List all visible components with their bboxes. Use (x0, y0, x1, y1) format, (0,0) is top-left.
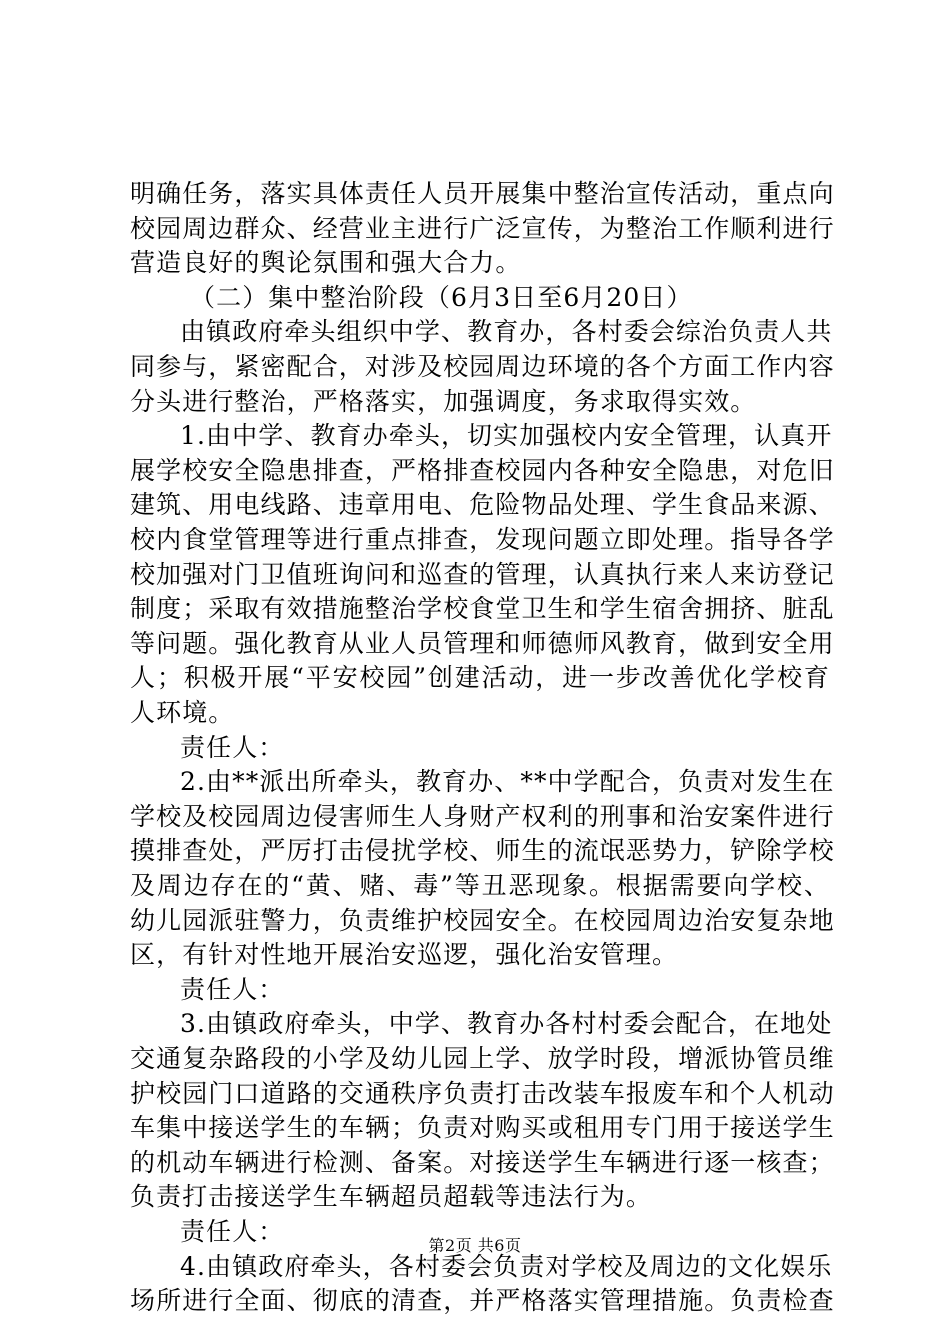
text-line: 由镇政府牵头组织中学、教育办，各村委会综治负责人共 (180, 317, 833, 347)
text-line: 3.由镇政府牵头，中学、教育办各村村委会配合，在地处 (180, 1009, 833, 1039)
text-line: 人；积极开展“平安校园”创建活动，进一步改善优化学校育 (130, 663, 830, 693)
text-line: 车集中接送学生的车辆；负责对购买或租用专门用于接送学生 (130, 1113, 835, 1143)
text-line: 展学校安全隐患排查，严格排查校园内各种安全隐患，对危旧 (130, 455, 835, 485)
text-line: 的机动车辆进行检测、备案。对接送学生车辆进行逐一核查； (130, 1147, 835, 1177)
responsible-person-label: 责任人： (180, 732, 285, 762)
text-line: 建筑、用电线路、违章用电、危险物品处理、学生食品来源、 (130, 490, 835, 520)
text-line: 校内食堂管理等进行重点排查，发现问题立即处理。指导各学 (130, 525, 835, 554)
text-line: 区，有针对性地开展治安巡逻，强化治安管理。 (130, 940, 679, 970)
responsible-person-label: 责任人： (180, 974, 285, 1004)
text-line: 校园周边群众、经营业主进行广泛宣传，为整治工作顺利进行 (130, 213, 835, 243)
text-line: 摸排查处，严厉打击侵扰学校、师生的流氓恶势力，铲除学校 (130, 836, 835, 866)
text-line: 2.由**派出所牵头，教育办、**中学配合，负责对发生在 (180, 767, 835, 797)
text-line: 营造良好的舆论氛围和强大合力。 (130, 248, 522, 278)
text-line: 校加强对门卫值班询问和巡查的管理，认真执行来人来访登记 (130, 559, 835, 589)
text-line: 及周边存在的“黄、赌、毒”等丑恶现象。根据需要向学校、 (130, 871, 830, 900)
text-line: 明确任务，落实具体责任人员开展集中整治宣传活动，重点向 (130, 179, 835, 208)
text-line: 1.由中学、教育办牵头，切实加强校内安全管理，认真开 (180, 421, 833, 451)
page-number-footer: 第2页 共6页 (428, 1236, 522, 1255)
text-line: 人环境。 (130, 698, 235, 727)
text-line: 分头进行整治，严格落实，加强调度，务求取得实效。 (130, 386, 757, 416)
text-line: 负责打击接送学生车辆超员超载等违法行为。 (130, 1182, 653, 1212)
responsible-person-label: 责任人： (180, 1217, 285, 1246)
text-line: 制度；采取有效措施整治学校食堂卫生和学生宿舍拥挤、脏乱 (130, 594, 835, 624)
text-line: 幼儿园派驻警力，负责维护校园安全。在校园周边治安复杂地 (130, 905, 835, 935)
text-line: 等问题。强化教育从业人员管理和师德师风教育，做到安全用 (130, 628, 835, 658)
text-line: 学校及校园周边侵害师生人身财产权利的刑事和治安案件进行 (130, 801, 835, 831)
text-line: 交通复杂路段的小学及幼儿园上学、放学时段，增派协管员维 (130, 1044, 835, 1073)
text-line: 4.由镇政府牵头，各村委会负责对学校及周边的文化娱乐 (180, 1251, 833, 1281)
section-heading: （二）集中整治阶段（6月3日至6月20日） (190, 282, 693, 312)
text-line: 护校园门口道路的交通秩序负责打击改装车报废车和个人机动 (130, 1078, 835, 1108)
text-line: 场所进行全面、彻底的清查，并严格落实管理措施。负责检查 (130, 1286, 835, 1316)
text-line: 同参与，紧密配合，对涉及校园周边环境的各个方面工作内容 (130, 352, 835, 381)
